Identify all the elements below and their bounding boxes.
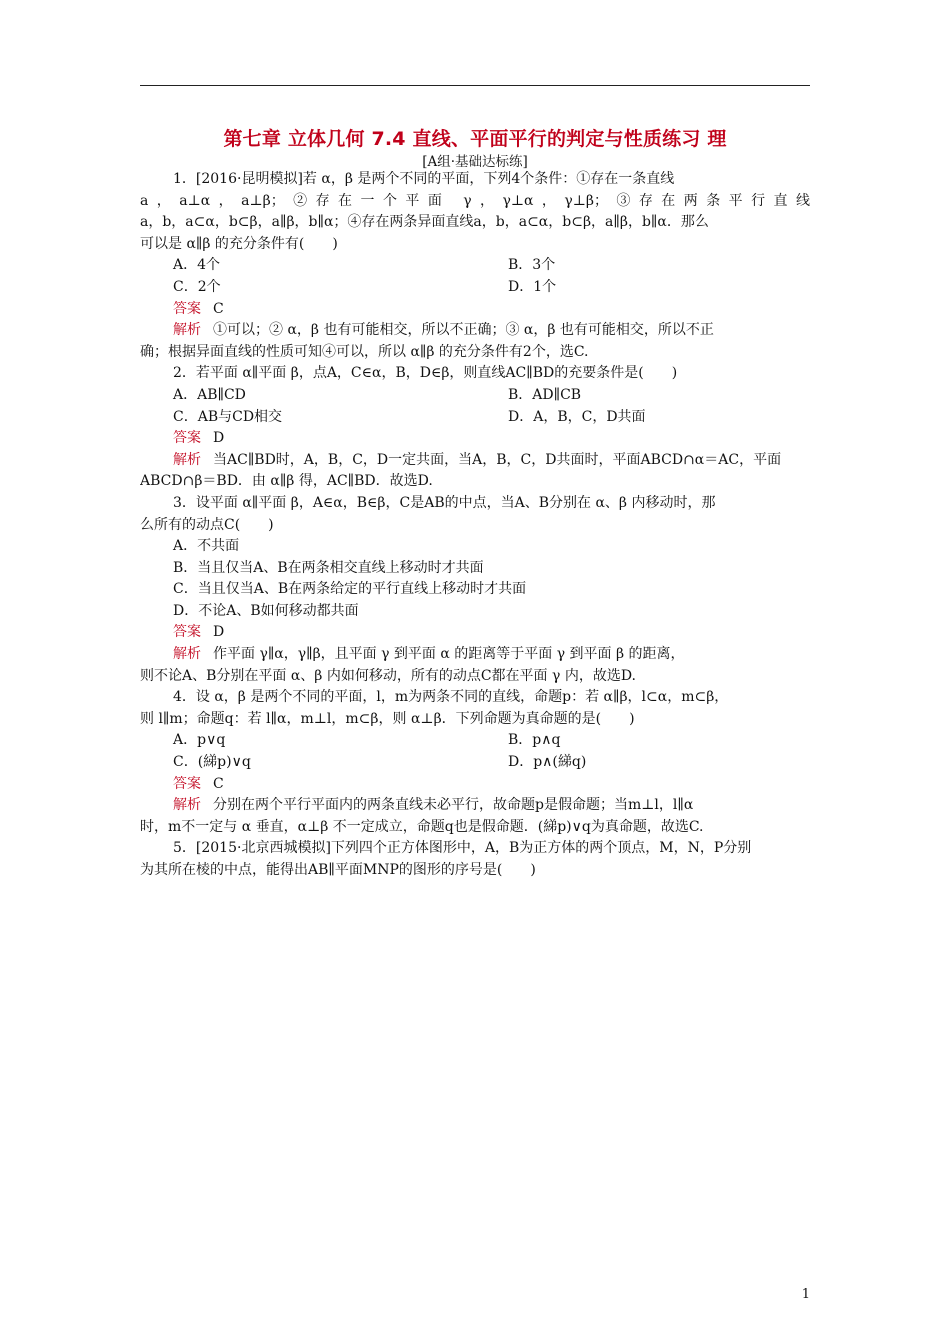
- answer-value: D: [213, 430, 225, 447]
- q5-stem-line: 5．[2015·北京西城模拟]下列四个正方体图形中，A，B为正方体的两个顶点，M，N，P分别: [173, 840, 752, 857]
- analysis-text: 当AC∥BD时，A，B，C，D一定共面，当A，B，C，D共面时，平面ABCD∩α＝AC，平面: [213, 451, 782, 468]
- q3-answer: [140, 622, 810, 644]
- q4-stem-line: 4．设 α，β 是两个不同的平面，l，m为两条不同的直线，命题p：若 α∥β，l⊂α，m⊂β，: [173, 689, 729, 706]
- q3-option-a: A．不共面: [173, 538, 240, 555]
- answer-label: 答案: [173, 430, 201, 447]
- q1-options-row: [140, 255, 810, 277]
- answer-value: D: [213, 624, 225, 641]
- q3-option-d: D．不论A、B如何移动都共面: [173, 602, 359, 619]
- q2-option-d: D．A，B，C，D共面: [508, 408, 646, 425]
- page-number: 1: [801, 1287, 810, 1302]
- analysis-label: 解析: [173, 322, 201, 339]
- q4-options-row: [140, 752, 810, 774]
- q3-option-b: B．当且仅当A、B在两条相交直线上移动时才共面: [173, 559, 484, 576]
- q1-stem-line: a，b，a⊂α，b⊂β，a∥β，b∥α；④存在两条异面直线a，b，a⊂α，b⊂β，a∥β，b∥α．那么: [140, 214, 709, 231]
- q3-stem-line: 3．设平面 α∥平面 β，A∈α，B∈β，C是AB的中点，当A、B分别在 α、β 内移动时，那: [173, 494, 716, 511]
- answer-value: C: [213, 775, 224, 792]
- q2-options-row: [140, 407, 810, 429]
- section-subtitle: [A组·基础达标练]: [422, 154, 528, 170]
- q3-stem-line: 么所有的动点C( ): [140, 516, 274, 533]
- q1-analysis-line: 确；根据异面直线的性质可知④可以，所以 α∥β 的充分条件有2个，选C.: [140, 343, 589, 360]
- q4-option-c: C．(綈p)∨q: [173, 754, 251, 771]
- answer-value: C: [213, 300, 224, 317]
- q4-stem-line: 则 l∥m；命题q：若 l∥α，m⊥l，m⊂β，则 α⊥β．下列命题为真命题的是( ): [140, 710, 635, 727]
- q1-option-b: B．3个: [508, 257, 556, 274]
- q1-options-row: [140, 277, 810, 299]
- q1-stem-line: a，a⊥α，a⊥β；②存在一个平面 γ，γ⊥α，γ⊥β；③存在两条平行直线: [140, 192, 810, 209]
- page-title: 第七章 立体几何 7.4 直线、平面平行的判定与性质练习 理: [223, 128, 727, 150]
- q3-option-c: C．当且仅当A、B在两条给定的平行直线上移动时才共面: [173, 581, 527, 598]
- q4-analysis-line: [140, 795, 810, 817]
- q2-options-row: [140, 385, 810, 407]
- q3-analysis-line: [140, 644, 810, 666]
- q4-answer: [140, 774, 810, 796]
- analysis-text: ①可以；② α，β 也有可能相交，所以不正确；③ α，β 也有可能相交，所以不正: [213, 322, 714, 339]
- q1-answer: [140, 299, 810, 321]
- q1-option-d: D．1个: [508, 278, 557, 295]
- answer-label: 答案: [173, 300, 201, 317]
- q1-stem-line: 可以是 α∥β 的充分条件有( ): [140, 235, 338, 252]
- analysis-text: 分别在两个平行平面内的两条直线未必平行，故命题p是假命题；当m⊥l，l∥α: [213, 797, 694, 814]
- analysis-text: 作平面 γ∥α，γ∥β，且平面 γ 到平面 α 的距离等于平面 γ 到平面 β 的距离，: [213, 646, 685, 663]
- answer-label: 答案: [173, 624, 201, 641]
- q1-analysis-line: [140, 320, 810, 342]
- q4-analysis-line: 时，m不一定与 α 垂直，α⊥β 不一定成立，命题q也是假命题．(綈p)∨q为真命题，故选C.: [140, 818, 704, 835]
- q2-answer: [140, 428, 810, 450]
- q1-option-a: A．4个: [173, 257, 221, 274]
- analysis-label: 解析: [173, 646, 201, 663]
- q2-stem-line: 2．若平面 α∥平面 β，点A，C∈α，B，D∈β，则直线AC∥BD的充要条件是( ): [173, 365, 678, 382]
- q4-option-a: A．p∨q: [173, 732, 226, 749]
- document-body: [140, 169, 810, 882]
- q3-analysis-line: 则不论A、B分别在平面 α、β 内如何移动，所有的动点C都在平面 γ 内，故选D.: [140, 667, 637, 684]
- q4-options-row: [140, 730, 810, 752]
- header-rule: [140, 85, 810, 86]
- q2-analysis-line: ABCD∩β＝BD．由 α∥β 得，AC∥BD．故选D.: [140, 473, 433, 490]
- answer-label: 答案: [173, 775, 201, 792]
- q1-stem-line: 1．[2016·昆明模拟]若 α，β 是两个不同的平面，下列4个条件：①存在一条直线: [173, 171, 675, 187]
- q5-stem-line: 为其所在棱的中点，能得出AB∥平面MNP的图形的序号是( ): [140, 862, 536, 878]
- q2-option-c: C．AB与CD相交: [173, 408, 283, 425]
- q2-option-a: A．AB∥CD: [173, 386, 246, 403]
- q4-option-d: D．p∧(綈q): [508, 754, 587, 771]
- analysis-label: 解析: [173, 797, 201, 814]
- q2-option-b: B．AD∥CB: [508, 386, 582, 403]
- q2-analysis-line: [140, 450, 810, 472]
- q4-option-b: B．p∧q: [508, 732, 561, 749]
- analysis-label: 解析: [173, 451, 201, 468]
- q1-option-c: C．2个: [173, 278, 221, 295]
